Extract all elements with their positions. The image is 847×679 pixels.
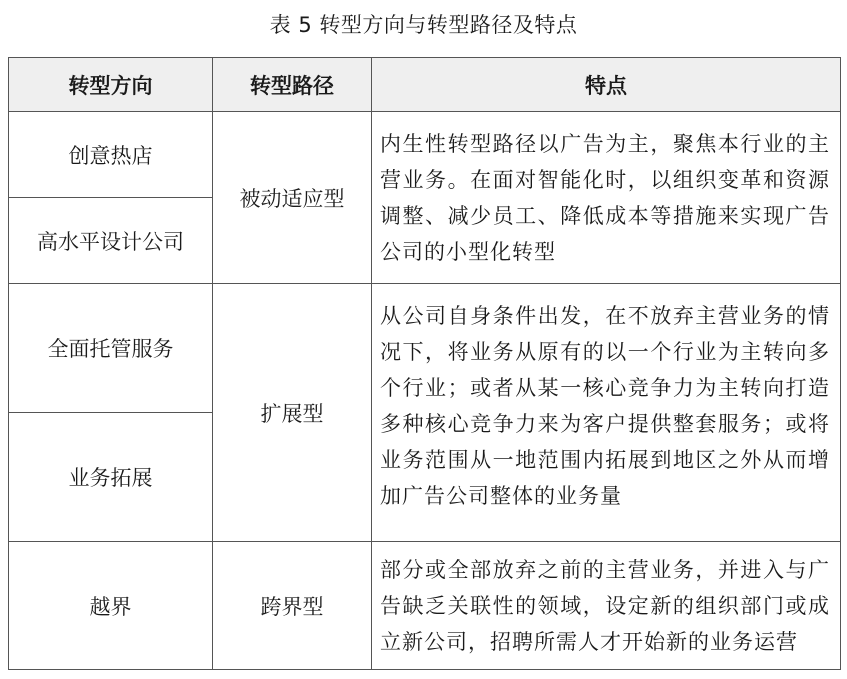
table-row [9,284,841,413]
path-cell: 被动适应型 [213,112,372,284]
table-header-row [9,58,841,112]
path-cell: 跨界型 [213,542,372,670]
header-feature: 特点 [372,58,841,112]
header-direction: 转型方向 [9,58,213,112]
direction-cell: 全面托管服务 [9,284,213,413]
feature-cell: 内生性转型路径以广告为主，聚焦本行业的主营业务。在面对智能化时，以组织变革和资源调整、减少员工、降低成本等措施来实现广告公司的小型化转型 [372,112,841,284]
direction-cell: 高水平设计公司 [9,198,213,284]
transformation-table [8,57,841,670]
table-caption: 表 5 转型方向与转型路径及特点 [269,13,578,37]
header-path: 转型路径 [213,58,372,112]
direction-cell: 创意热店 [9,112,213,198]
feature-cell: 部分或全部放弃之前的主营业务，并进入与广告缺乏关联性的领域，设定新的组织部门或成立新公司，招聘所需人才开始新的业务运营 [372,542,841,670]
direction-cell: 越界 [9,542,213,670]
table-row [9,542,841,670]
feature-cell: 从公司自身条件出发，在不放弃主营业务的情况下，将业务从原有的以一个行业为主转向多个行业；或者从某一核心竞争力为主转向打造多种核心竞争力来为客户提供整套服务；或将业务范围从一地范围内拓展到地区之外从而增加广告公司整体的业务量 [372,284,841,542]
direction-cell: 业务拓展 [9,413,213,542]
path-cell: 扩展型 [213,284,372,542]
table-row [9,112,841,198]
